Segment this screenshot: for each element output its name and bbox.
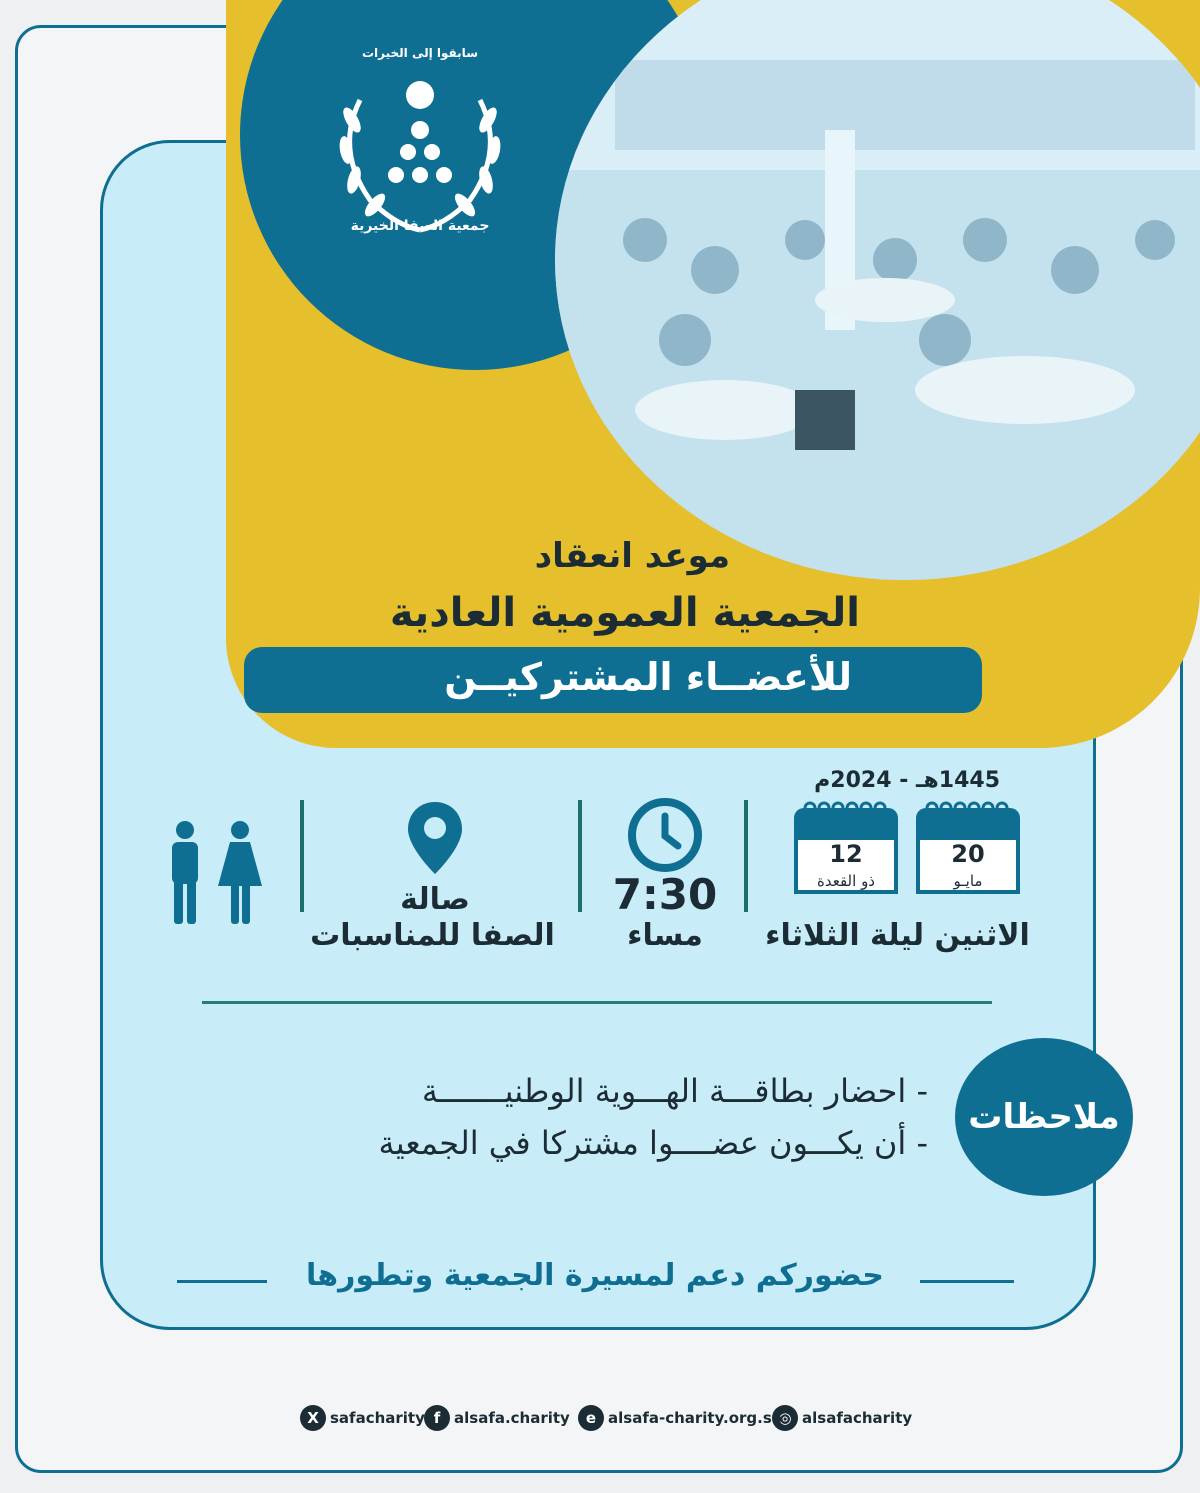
social-twitter[interactable]	[300, 1403, 425, 1433]
clock-icon	[626, 796, 704, 874]
hijri-day: 12	[829, 840, 863, 868]
time-period: مساء	[627, 918, 703, 953]
time-value: 7:30	[612, 870, 718, 919]
social-facebook[interactable]	[424, 1403, 570, 1433]
note-item: - احضار بطاقـــة الهـــوية الوطنيـــــــة	[421, 1072, 928, 1110]
website-icon: e	[578, 1405, 604, 1431]
slogan: حضوركم دعم لمسيرة الجمعية وتطورها	[306, 1258, 884, 1293]
slogan-line-left	[177, 1280, 267, 1283]
calendar-gregorian	[916, 798, 1020, 894]
divider	[300, 800, 304, 912]
members-banner	[244, 647, 982, 713]
charity-logo	[320, 40, 520, 250]
notes-badge: ملاحظات	[955, 1038, 1133, 1196]
facebook-icon: f	[424, 1405, 450, 1431]
day-text: الاثنين ليلة الثلاثاء	[765, 918, 1030, 953]
social-website[interactable]	[578, 1403, 782, 1433]
venue-line2: الصفا للمناسبات	[310, 918, 555, 953]
slogan-line-right	[920, 1280, 1014, 1283]
people-icon	[164, 820, 266, 926]
venue-line1: صالة	[400, 882, 470, 917]
section-divider	[202, 1001, 992, 1004]
calendar-hijri	[794, 798, 898, 894]
divider	[578, 800, 582, 912]
calendar-rings-icon	[802, 798, 892, 816]
logo-top-text: سابقوا إلى الخيرات	[361, 46, 478, 60]
logo-bottom-text: جمعية الصفا الخيرية	[350, 218, 490, 234]
hijri-month: ذو القعدة	[817, 872, 875, 890]
twitter-handle: safacharity	[330, 1409, 425, 1427]
instagram-icon: ◎	[772, 1405, 798, 1431]
title-line3: للأعضــاء المشتركيــن	[444, 655, 852, 699]
website-url: alsafa-charity.org.sa	[608, 1409, 782, 1427]
gregorian-month: مايـو	[953, 872, 983, 890]
facebook-handle: alsafa.charity	[454, 1409, 570, 1427]
note-item: - أن يكـــون عضــــوا مشتركا في الجمعية	[378, 1124, 928, 1162]
instagram-handle: alsafacharity	[802, 1409, 913, 1427]
divider	[744, 800, 748, 912]
social-instagram[interactable]	[772, 1403, 912, 1433]
title-line2: الجمعية العمومية العادية	[389, 590, 860, 636]
year-label: 1445هـ - 2024م	[814, 768, 1000, 793]
location-pin-icon	[406, 800, 464, 876]
title-line1: موعد انعقاد	[534, 536, 730, 576]
gregorian-day: 20	[951, 840, 985, 868]
calendar-rings-icon	[924, 798, 1014, 816]
x-icon: X	[300, 1405, 326, 1431]
